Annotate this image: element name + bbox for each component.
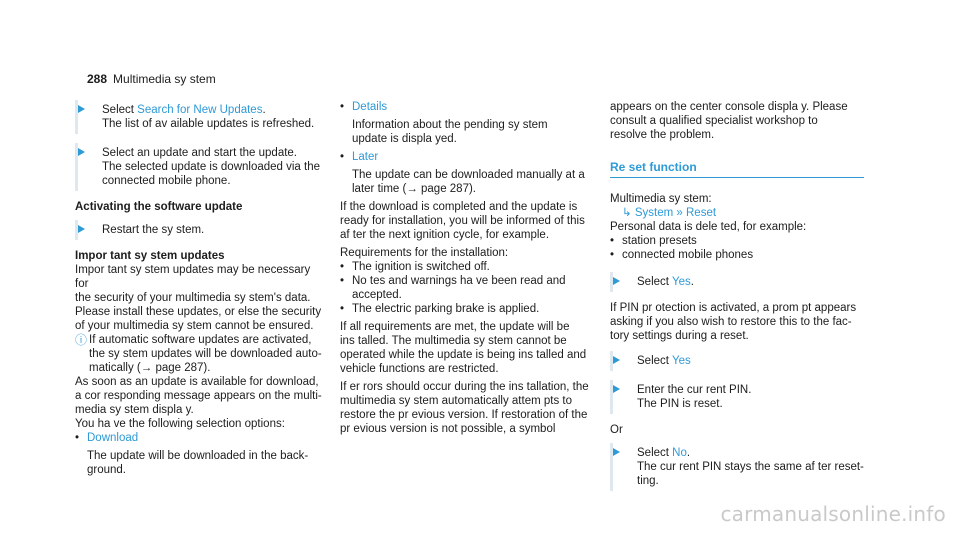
yes-link-2[interactable]: Yes — [671, 355, 691, 367]
requirement-item: • No tes and warnings ha ve been read and accepted. — [340, 274, 600, 302]
heading-important-updates: Impor tant sy stem updates — [75, 250, 225, 262]
step-select-yes: Select Yes. — [610, 272, 866, 292]
info-note: ⓘ If automatic software updates are activated, the sy stem updates will be downloaded auto‐ matically (→ page 287). — [75, 333, 322, 374]
path-enter-icon: ↳ — [622, 207, 632, 219]
or-label: Or — [610, 424, 623, 436]
yes-link[interactable]: Yes — [671, 276, 691, 288]
watermark-footer — [0, 503, 960, 533]
step-arrow-icon — [611, 274, 625, 288]
search-updates-link[interactable]: Search for New Updates — [137, 104, 263, 116]
example-item: • connected mobile phones — [610, 248, 866, 262]
step-select-yes-2: Select Yes — [610, 351, 866, 371]
path-system[interactable]: System — [634, 207, 674, 219]
step-search-updates: Select Search for New Updates. The list of av ailable updates is refreshed. — [75, 100, 323, 134]
page-number: 288 — [87, 72, 108, 86]
option-details — [340, 100, 600, 114]
watermark-text: carmanualsonline.info — [720, 502, 946, 526]
info-icon: ⓘ — [75, 333, 88, 347]
requirement-item: • The electric parking brake is applied. — [340, 302, 600, 316]
step-select-no: Select No. The cur rent PIN stays the same af ter reset‐ ting. — [610, 443, 866, 491]
requirement-item: • The ignition is switched off. — [340, 260, 600, 274]
menu-path — [622, 206, 866, 220]
heading-activating: Activating the software update — [75, 201, 243, 213]
path-separator-icon: » — [676, 207, 683, 219]
example-item: • station presets — [610, 234, 866, 248]
download-link[interactable]: Download — [87, 432, 139, 444]
later-link[interactable]: Later — [352, 151, 379, 163]
option-later — [340, 150, 600, 164]
step-start-update: Select an update and start the update. The selected update is downloaded via the connected mobile phone. — [75, 143, 323, 191]
step-arrow-icon — [76, 145, 90, 159]
section-title-reset: Re set function — [610, 160, 864, 178]
step-arrow-icon — [611, 353, 625, 367]
page-title: Multimedia sy stem — [113, 72, 216, 86]
step-enter-pin: Enter the cur rent PIN. The PIN is reset. — [610, 380, 866, 414]
column-2: • Details Information about the pending sy stem update is displa yed. • Later The update can be downloaded manually at a later time (→ page 287). If the download is completed and the update is ready for installation, you will be informed of this af ter the next ignition cycle, for example. Requirements for the installation: • The ignition is switched off. • No tes and warnings ha ve been read and accepted. • The electric parking brake is applied. If all requirements are met, the update will be ins talled. The multimedia sy stem cannot be operated while the update is being ins talled and vehicle functions are restricted. If er rors should occur during the ins tallation, the multimedia sy stem automatically attem pts to restore the pr evious version. If restoration of the pr evious version is not possible, a symbol — [340, 100, 600, 436]
step-arrow-icon — [611, 445, 625, 459]
step-arrow-icon — [76, 102, 90, 116]
column-3: appears on the center console displa y. Please consult a qualified specialist workshop to resolve the problem. Re set function Multimedia sy stem: ↳ System » Reset Personal data is dele ted, for example: • station presets • connected mobile phones Select Yes. If PIN pr otection is activated, a prom pt appears asking if you also wish to restore this to the fac‐ tory settings during a reset. Select Yes Enter the cur rent PIN. The PIN is reset. Or Select No. The cur rent PIN stays the same af ter reset‐ ting. — [610, 100, 866, 500]
page-header — [87, 72, 216, 86]
no-link[interactable]: No — [672, 447, 687, 459]
details-link[interactable]: Details — [352, 101, 388, 113]
step-arrow-icon — [76, 222, 90, 236]
step-arrow-icon — [611, 382, 625, 396]
column-1: Select Search for New Updates. The list of av ailable updates is refreshed. Select an update and start the update. The selected update is downloaded via the connected mobile phone. Activating the software update Restart the sy stem. Impor tant sy stem updates Impor tant sy stem updates may be necessary for the security of your multimedia sy stem's data. Please install these updates, or else the security of your multimedia sy stem cannot be ensured. ⓘ If automatic software updates are activated, the sy stem updates will be downloaded auto‐ matically (→ page 287). As soon as an update is available for download, a cor responding message appears on the multi‐ media sy stem displa y. You ha ve the following selection options: • Download The update will be downloaded in the back‐ ground. — [75, 100, 323, 477]
path-reset[interactable]: Reset — [686, 207, 717, 219]
option-download — [75, 431, 323, 445]
step-restart: Restart the sy stem. — [75, 220, 323, 240]
